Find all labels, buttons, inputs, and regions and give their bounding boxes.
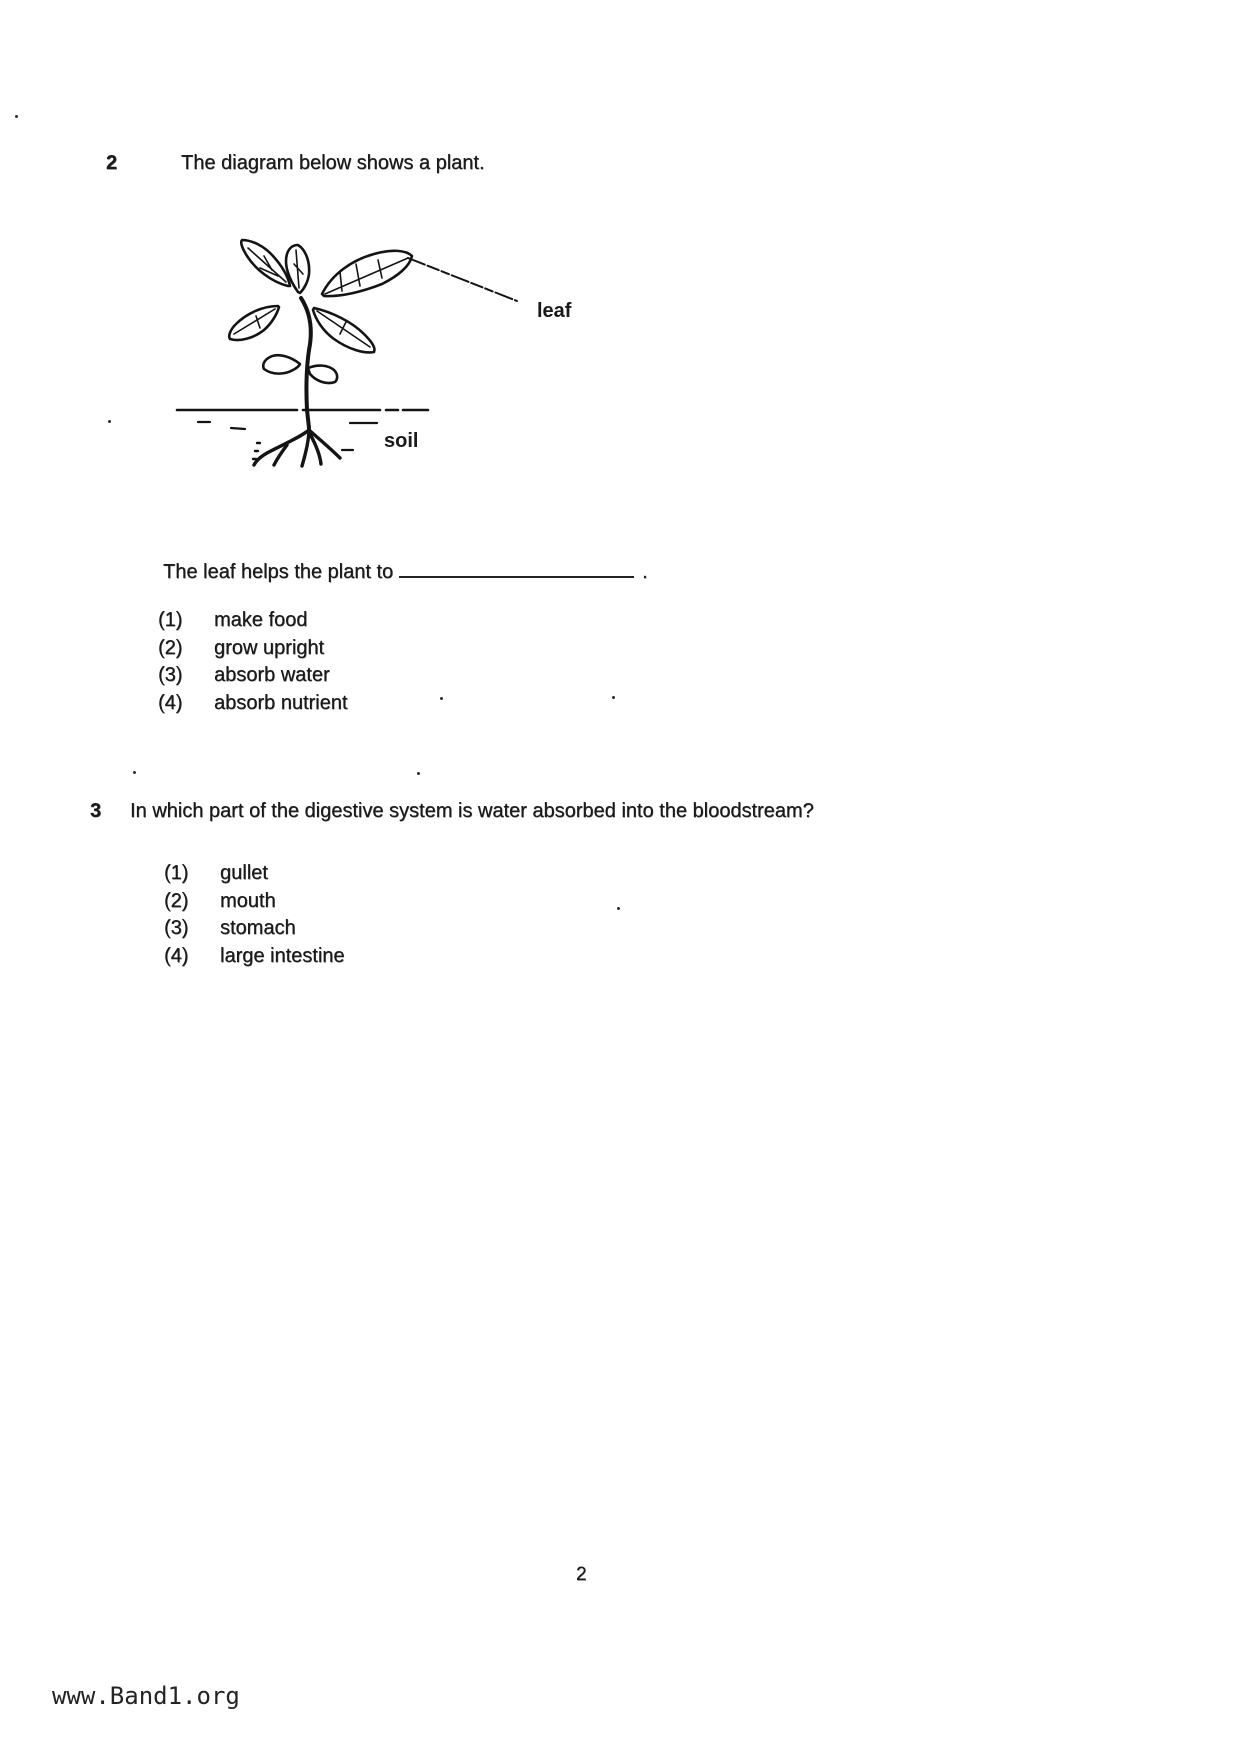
option-label: absorb water [214, 664, 330, 686]
option-label: mouth [220, 889, 276, 912]
option-number: (3) [164, 917, 189, 939]
option-label: grow upright [214, 636, 325, 659]
option-number: (4) [164, 944, 189, 967]
question-3-prompt: In which part of the digestive system is water absorbed into the bloodstream? [130, 800, 814, 822]
option-row [164, 888, 345, 916]
scan-speck [617, 907, 620, 910]
question-2-number: 2 [106, 152, 118, 174]
fill-in-text: The leaf helps the plant to [163, 561, 394, 583]
scan-speck [417, 772, 420, 775]
option-number: (1) [158, 609, 183, 631]
option-row [158, 635, 347, 663]
option-row [158, 690, 347, 718]
answer-blank-line [399, 556, 634, 578]
option-number: (3) [158, 664, 183, 686]
scan-speck [612, 696, 615, 699]
footer-watermark: www.Band1.org [52, 1682, 240, 1710]
fill-in-period: . [642, 561, 648, 583]
option-row [164, 915, 345, 943]
option-row [164, 860, 345, 888]
option-number: (2) [164, 889, 189, 912]
scan-speck [133, 771, 136, 774]
scan-speck [15, 115, 18, 118]
page-number: 2 [576, 1564, 587, 1585]
plant-diagram [160, 212, 660, 482]
option-row [158, 662, 347, 690]
scan-speck [108, 420, 111, 423]
option-label: make food [214, 609, 308, 631]
option-label: large intestine [220, 944, 345, 967]
plant-roots [253, 428, 340, 466]
leaf-label: leaf [537, 300, 572, 322]
option-number: (4) [158, 691, 183, 714]
option-number: (1) [164, 862, 189, 884]
question-3-number: 3 [90, 800, 102, 822]
option-label: stomach [220, 917, 296, 939]
plant-figure [160, 212, 660, 482]
plant-leaves [229, 240, 412, 383]
plant-stem [301, 298, 311, 428]
option-number: (2) [158, 636, 183, 659]
question-3-options [164, 860, 345, 970]
leaf-pointer-line [408, 258, 517, 301]
option-label: gullet [220, 862, 268, 884]
soil-label: soil [384, 430, 419, 452]
option-row [164, 943, 345, 971]
scan-speck [440, 697, 443, 700]
question-2-fill-in [163, 556, 648, 584]
option-row [158, 607, 347, 635]
question-2-prompt: The diagram below shows a plant. [181, 152, 485, 174]
question-2-options [158, 607, 347, 717]
option-label: absorb nutrient [214, 691, 348, 714]
